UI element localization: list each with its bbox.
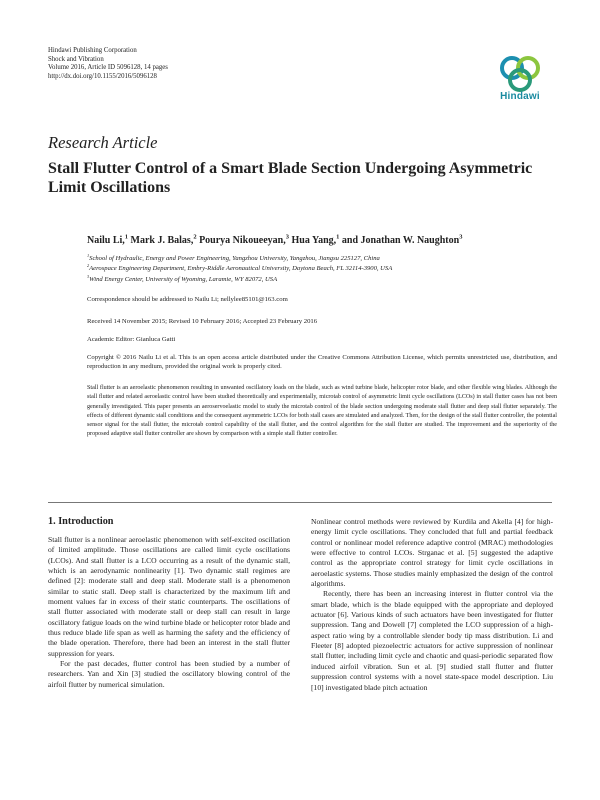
author-affil-mark: 1 — [124, 233, 129, 241]
paper-title: Stall Flutter Control of a Smart Blade Section Undergoing Asymmetric Limit Oscillations — [48, 160, 533, 196]
paragraph: For the past decades, flutter control has been studied by a number of researchers. Yan and Xin [3] studied the oscillatory blowing control of the airfoil flutter by numerical simulation. — [48, 659, 290, 689]
article-dates: Received 14 November 2015; Revised 10 February 2016; Accepted 23 February 2016 — [87, 318, 318, 325]
affil-text: Aerospace Engineering Department, Embry-Riddle Aeronautical University, Daytona Beach, FL 32114-3900, USA — [89, 265, 393, 273]
author-affil-mark: 3 — [459, 233, 463, 241]
author-name: Pourya Nikoueeyan, — [196, 235, 286, 246]
affil-mark: 2 — [87, 263, 90, 269]
affiliations — [87, 254, 392, 285]
academic-editor: Academic Editor: Gianluca Gatti — [87, 336, 176, 343]
body-column-left — [48, 535, 290, 690]
hindawi-wordmark: Hindawi — [500, 91, 540, 102]
doi-link[interactable]: http://dx.doi.org/10.1155/2016/5096128 — [48, 72, 157, 80]
journal-name: Shock and Vibration — [48, 55, 104, 63]
abstract: Stall flutter is an aeroelastic phenomenon resulting in unwanted oscillatory loads on the blade, such as wind turbine blade, helicopter rotor blade, and other flexible wing blades. Although the stall flutter and related aeroelastic control have been studied theoretically and experimentally, microtab control of asymmetric limit cycle oscillations (LCOs) in stall flutter cases has not been generally investigated. This paper presents an aeroservoelastic model to study the microtab control of the blade section undergoing moderate stall flutter and deep stall flutter separately. The effects of different dynamic stall conditions and the consequent asymmetric LCOs for both stall cases are simulated and analyzed. Then, for the design of the stall flutter controller, the potential sensor signal for the stall flutter, the microtab control capability of the stall flutter, and the control algorithm for the stall flutter are studied. The improvement and the superiority of the proposed adaptive stall flutter controller are shown by comparison with a simple stall flutter controller. — [87, 385, 557, 438]
publisher-name: Hindawi Publishing Corporation — [48, 47, 137, 54]
volume-info: Volume 2016, Article ID 5096128, 14 pages — [48, 64, 168, 72]
section-heading: 1. Introduction — [48, 516, 114, 527]
author-name: Mark J. Balas, — [128, 235, 194, 246]
paragraph: Recently, there has been an increasing interest in flutter control via the smart blade, which is the blade equipped with the appropriate and deployed actuator [6]. Various kinds of such actuators have been investigated for flutter suppression. Tang and Dowell [7] completed the LCO suppression of a high-aspect ratio wing by a controllable slender body tip mass distribution. Li and Fleeter [8] adopted piezoelectric actuators for active suppression of nonlinear stall flutter, including limit cycle and chaotic and quasi-periodic separated flow induced airfoil vibration. Sun et al. [9] studied stall flutter and flutter suppression control systems with a novel state-space model description. Liu [10] investigated blade pitch actuation — [311, 589, 553, 692]
author-affil-mark: 2 — [193, 233, 197, 241]
author-name: Hua Yang, — [289, 235, 337, 246]
paragraph: Stall flutter is a nonlinear aeroelastic phenomenon with self-excited oscillation of limited amplitude. Those oscillations are called limit cycle oscillations (LCOs). And stall flutter is a LCO occurring as a result of the dynamic stall, which is an aerodynamic nonlinearity [1]. Two dynamic stall regimes are defined [2]: moderate stall and deep stall. Moderate stall is a phenomenon similar to static stall. Deep stall is characterized by the maximum lift and moment values far in excess of their static counterparts. The oscillations of stall flutter associated with moderate stall or deep stall can result in large oscillatory fatigue loads on the wind turbine blade or helicopter rotor blade and thus reduce blade life span as well as harming the safety and the efficiency of the blade operation. Therefore, there had been an interest in the stall flutter suppression for years. — [48, 535, 290, 658]
affil-text: Wind Energy Center, University of Wyoming, Laramie, WY 82072, USA — [89, 275, 278, 283]
affiliation — [87, 264, 392, 274]
section-divider — [48, 502, 552, 503]
copyright-notice: Copyright © 2016 Nailu Li et al. This is an open access article distributed under the Creative Commons Attribution License, which permits unrestricted use, distribution, and reproduction in any medium, provided the original work is properly cited. — [87, 354, 557, 371]
affil-mark: 1 — [87, 252, 90, 258]
correspondence: Correspondence should be addressed to Nailu Li; nellylee85101@163.com — [87, 296, 288, 303]
author-name: and Jonathan W. Naughton — [339, 235, 460, 246]
paragraph: Nonlinear control methods were reviewed by Kurdila and Akella [4] for high-energy limit cycle oscillations. They concluded that full and partial feedback control or nonlinear model reference adaptive control (MRAC) methodologies were effective to control LCOs. Strganac et al. [5] suggested the adaptive control as the appropriate control strategy for limit cycle oscillations in aeroelastic systems. Those studies mainly emphasized the design of the control algorithms. — [311, 517, 553, 589]
author-list — [87, 235, 462, 246]
affil-mark: 3 — [87, 273, 90, 279]
author-name: Nailu Li, — [87, 235, 125, 246]
affil-text: School of Hydraulic, Energy and Power Engineering, Yangzhou University, Yangzhou, Jiangsu 225127, China — [89, 255, 380, 262]
journal-header — [48, 47, 168, 81]
affiliation — [87, 275, 392, 285]
affiliation — [87, 254, 392, 264]
article-type: Research Article — [48, 133, 158, 152]
author-affil-mark: 1 — [336, 233, 340, 241]
author-affil-mark: 3 — [285, 233, 289, 241]
body-column-right — [311, 517, 553, 693]
